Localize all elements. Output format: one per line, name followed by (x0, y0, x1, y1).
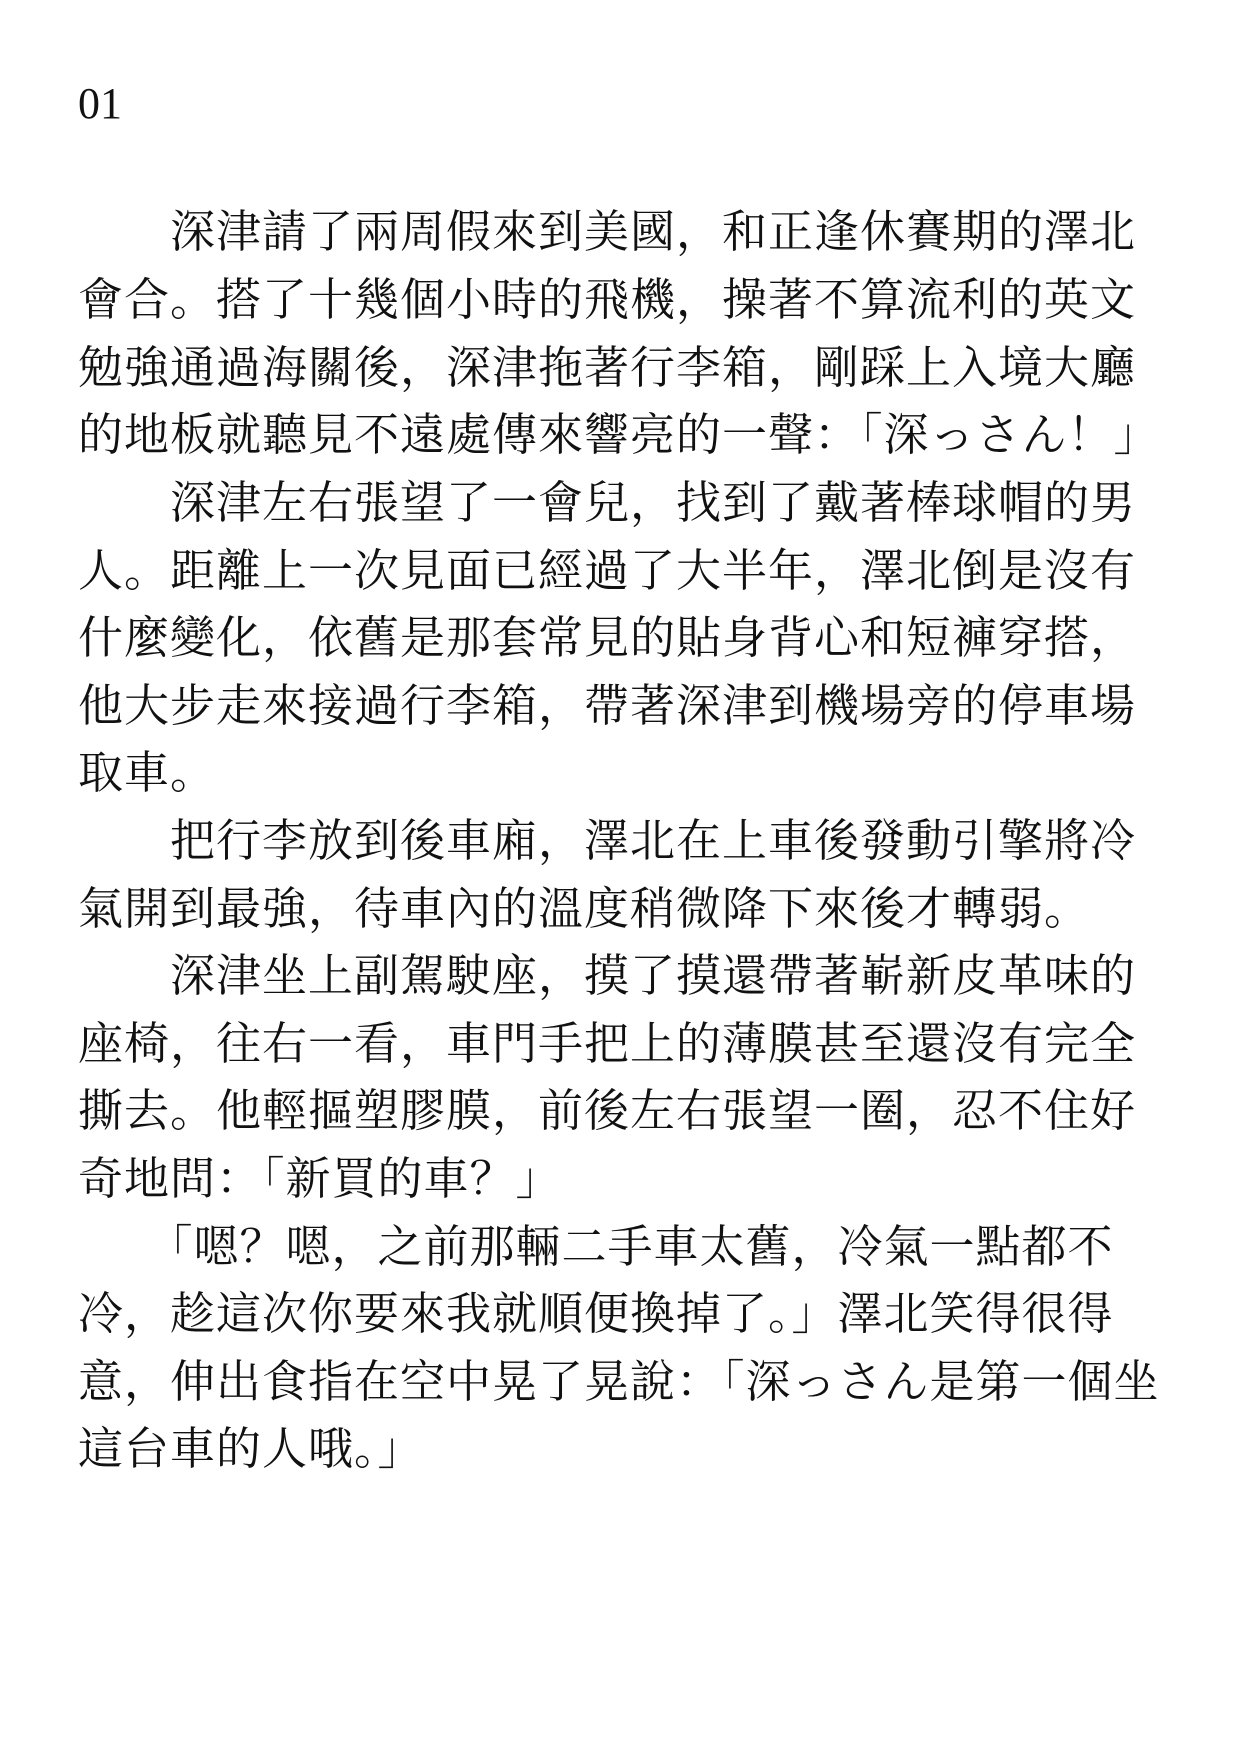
text-line: 深津左右張望了一會兒，找到了戴著棒球帽的男 (78, 476, 1137, 529)
text-line: 勉強通過海關後，深津拖著行李箱，剛踩上入境大廳 (78, 341, 1137, 394)
text-line: 意，伸出食指在空中晃了晃說：「深っさん是第一個坐 (78, 1355, 1160, 1408)
text-line: 把行李放到後車廂，澤北在上車後發動引擎將冷 (78, 814, 1137, 867)
text-line: 深津坐上副駕駛座，摸了摸還帶著嶄新皮革味的 (78, 949, 1137, 1002)
text-line: 座椅，往右一看，車門手把上的薄膜甚至還沒有完全 (78, 1017, 1137, 1070)
text-line: 他大步走來接過行李箱，帶著深津到機場旁的停車場 (78, 679, 1137, 732)
text-line: 撕去。他輕摳塑膠膜，前後左右張望一圈，忍不住好 (78, 1084, 1137, 1137)
text-line: 什麼變化，依舊是那套常見的貼身背心和短褲穿搭， (78, 611, 1137, 664)
text-line: 人。距離上一次見面已經過了大半年，澤北倒是沒有 (78, 544, 1137, 597)
chapter-number: 01 (78, 79, 122, 128)
text-line: 奇地問：「新買的車？」 (78, 1152, 562, 1205)
text-line: 氣開到最強，待車內的溫度稍微降下來後才轉弱。 (78, 882, 1091, 935)
text-line: 取車。 (78, 746, 217, 799)
text-line: 深津請了兩周假來到美國，和正逢休賽期的澤北 (78, 205, 1137, 258)
text-line: 的地板就聽見不遠處傳來響亮的一聲：「深っさん！」 (78, 408, 1160, 461)
text-line: 「嗯？嗯，之前那輛二手車太舊，冷氣一點都不 (78, 1220, 1114, 1273)
text-line: 這台車的人哦。」 (78, 1422, 424, 1475)
text-line: 會合。搭了十幾個小時的飛機，操著不算流利的英文 (78, 273, 1137, 326)
text-line: 冷，趁這次你要來我就順便換掉了。」澤北笑得很得 (78, 1287, 1114, 1340)
